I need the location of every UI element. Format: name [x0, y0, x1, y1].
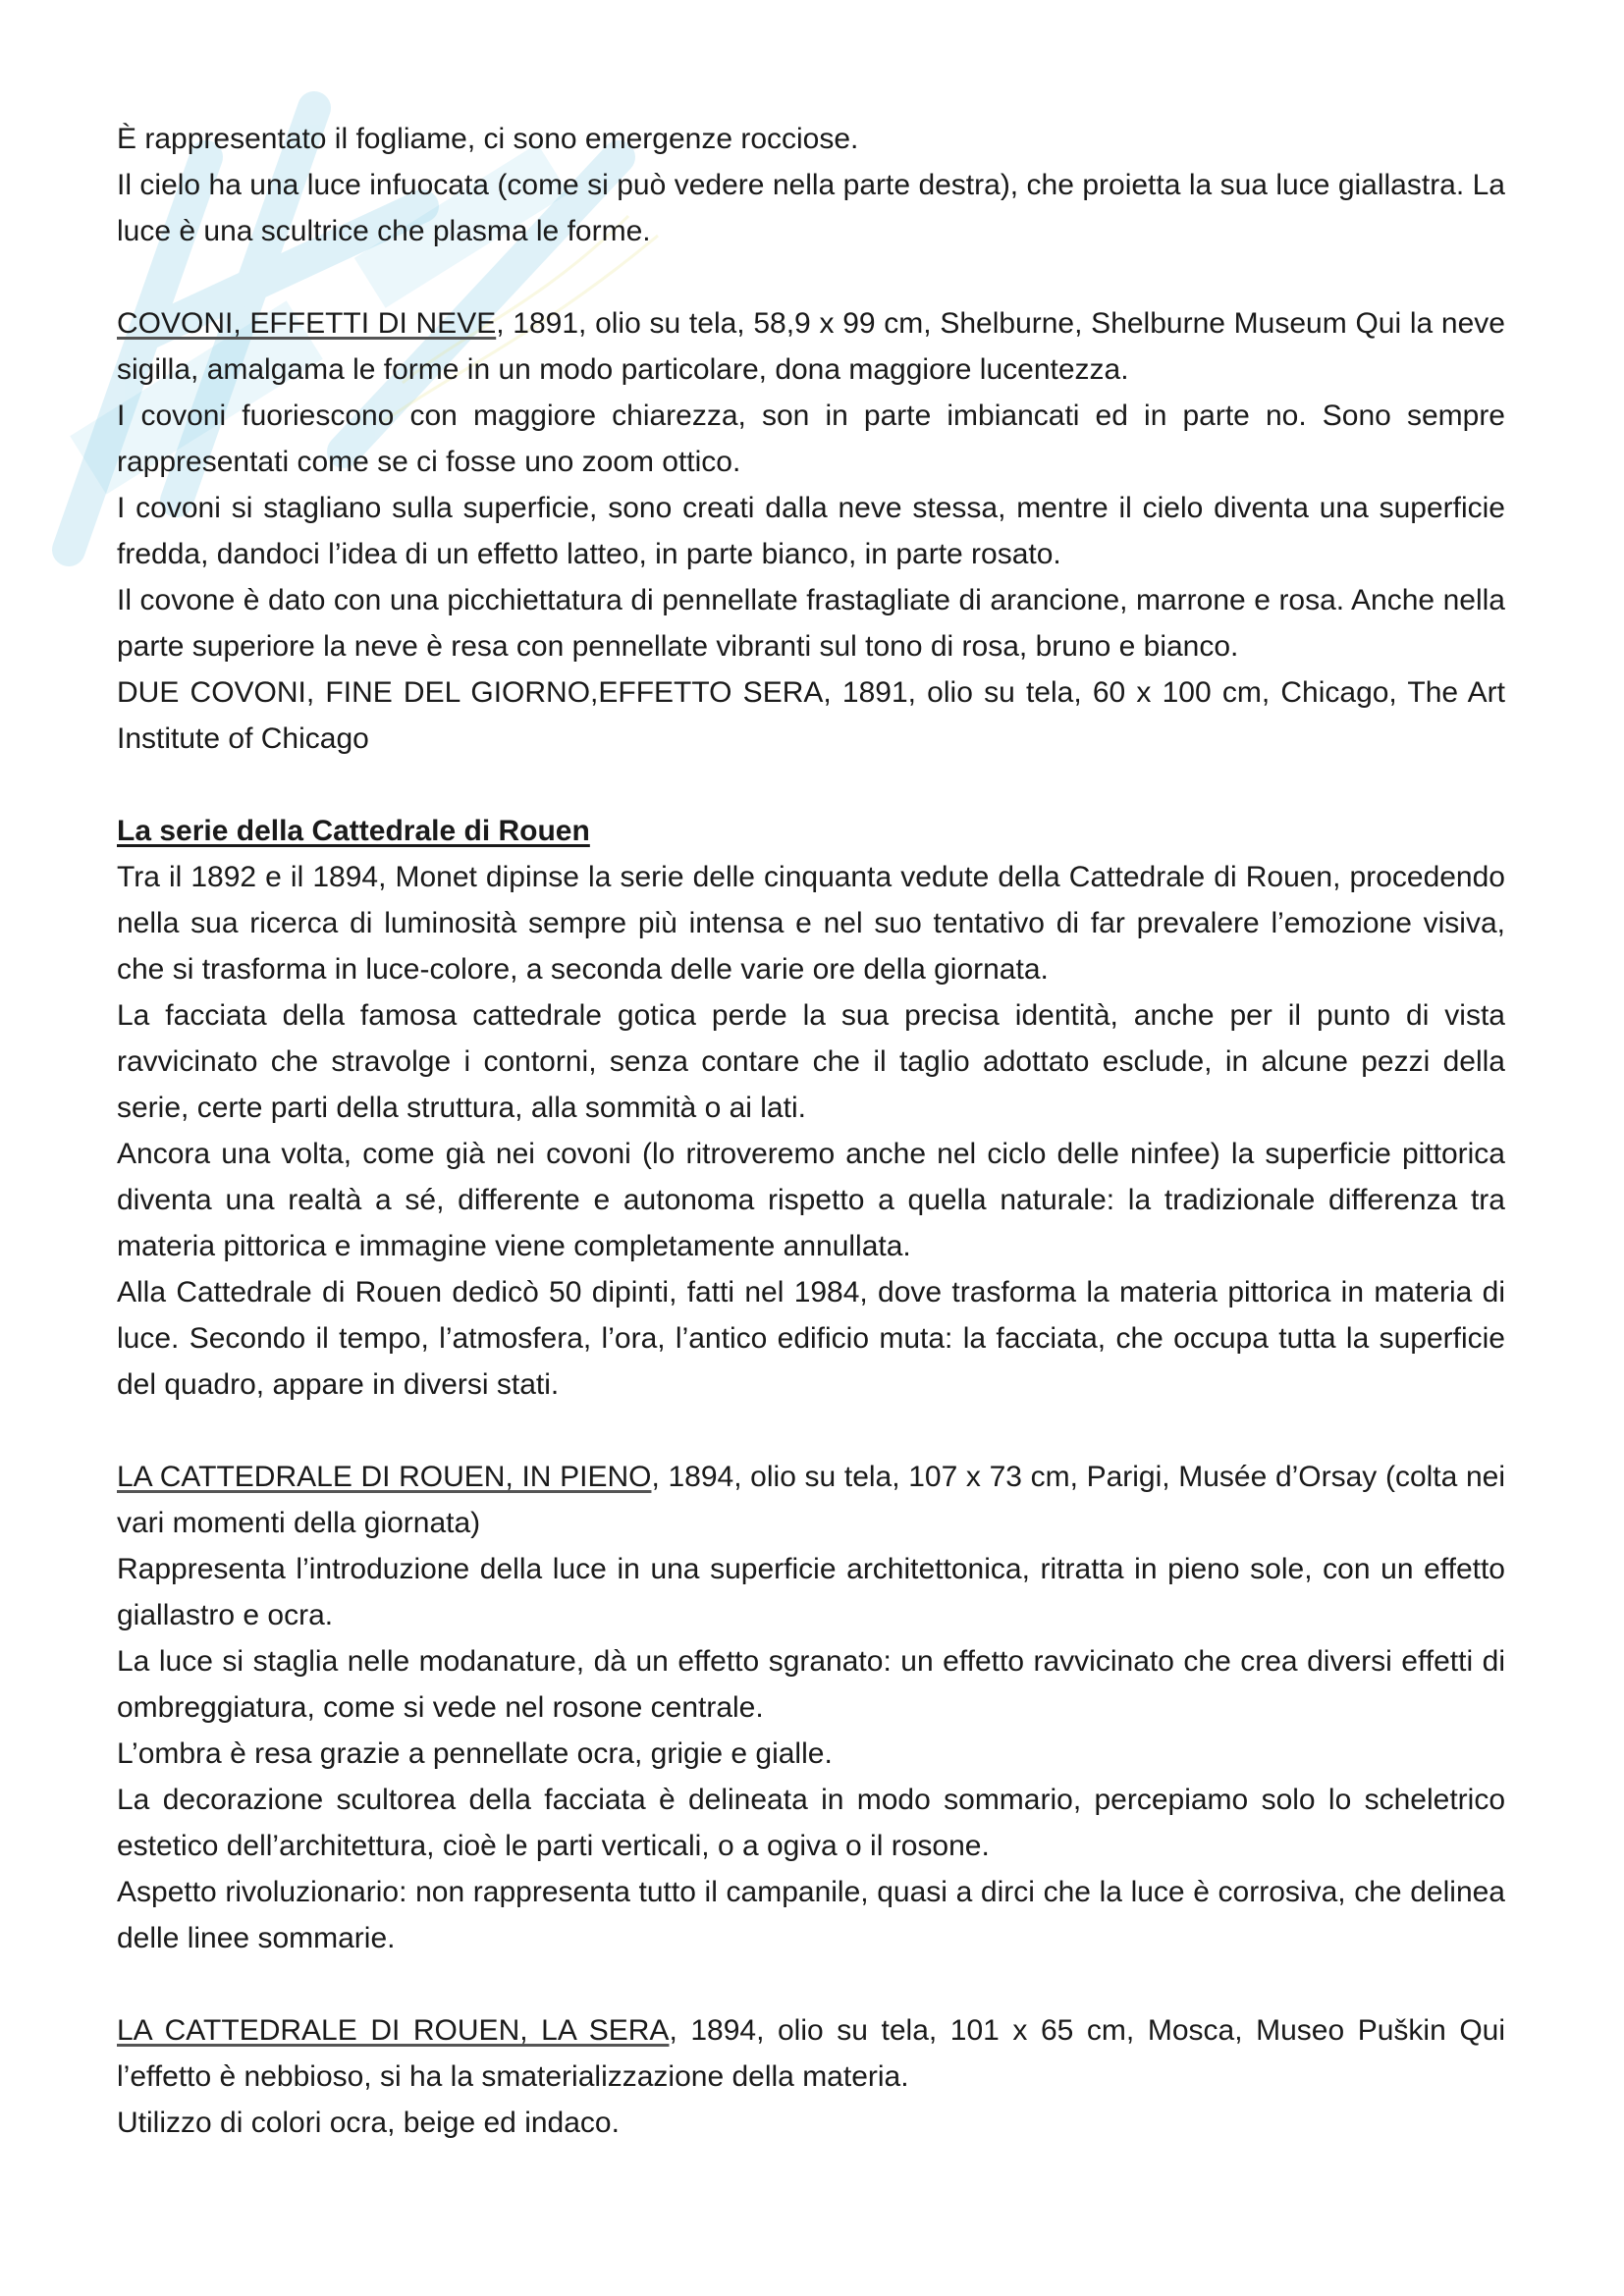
body-paragraph: La luce si staglia nelle modanature, dà un effetto sgranato: un effetto ravvicinato che crea diversi effetti di ombreggiatura, come si vede nel rosone centrale.	[117, 1645, 1505, 1724]
artwork-entry	[117, 2007, 1505, 2100]
artwork-details: , 1894, olio su tela, 107 x 73 cm, Parigi, Musée d’Orsay (colta nei vari momenti della giornata)	[117, 1461, 1505, 1539]
section-heading-text: La serie della Cattedrale di Rouen	[117, 815, 590, 847]
body-paragraph: La decorazione scultorea della facciata è delineata in modo sommario, percepiamo solo lo scheletrico estetico dell’architettura, cioè le parti verticali, o a ogiva o il rosone.	[117, 1784, 1505, 1862]
artwork-title: LA CATTEDRALE DI ROUEN, LA SERA	[117, 2014, 670, 2047]
body-paragraph: I covoni fuoriescono con maggiore chiarezza, son in parte imbiancati ed in parte no. Sono sempre rappresentati come se ci fosse uno zoom ottico.	[117, 400, 1505, 478]
paragraph-spacer	[117, 1408, 1505, 1454]
artwork-entry	[117, 1454, 1505, 1546]
section-heading	[117, 808, 1505, 854]
artwork-title: COVONI, EFFETTI DI NEVE	[117, 307, 497, 340]
artwork-details: , 1894, olio su tela, 101 x 65 cm, Mosca, Museo Puškin Qui l’effetto è nebbioso, si ha la smaterializzazione della materia.	[117, 2014, 1506, 2093]
body-paragraph: Tra il 1892 e il 1894, Monet dipinse la serie delle cinquanta vedute della Cattedrale di Rouen, procedendo nella sua ricerca di luminosità sempre più intensa e nel suo tentativo di far prevalere l’emozione visiva, che si trasforma in luce-colore, a seconda delle varie ore della giornata.	[117, 861, 1505, 986]
body-paragraph: Il covone è dato con una picchiettatura di pennellate frastagliate di arancione, marrone e rosa. Anche nella parte superiore la neve è resa con pennellate vibranti sul tono di rosa, bruno e bianco.	[117, 584, 1505, 663]
body-paragraph: È rappresentato il fogliame, ci sono emergenze rocciose.	[117, 123, 859, 155]
body-paragraph: Rappresenta l’introduzione della luce in una superficie architettonica, ritratta in pieno sole, con un effetto giallastro e ocra.	[117, 1553, 1505, 1631]
artwork-title: LA CATTEDRALE DI ROUEN, IN PIENO	[117, 1461, 652, 1493]
artwork-entry	[117, 300, 1505, 393]
artwork-details: , 1891, olio su tela, 58,9 x 99 cm, Shelburne, Shelburne Museum Qui la neve sigilla, amalgama le forme in un modo particolare, dona maggiore lucentezza.	[117, 307, 1505, 386]
body-paragraph: Aspetto rivoluzionario: non rappresenta tutto il campanile, quasi a dirci che la luce è corrosiva, che delinea delle linee sommarie.	[117, 1876, 1505, 1954]
document-page	[117, 116, 1505, 2146]
paragraph-spacer	[117, 1961, 1505, 2007]
body-paragraph: Ancora una volta, come già nei covoni (lo ritroveremo anche nel ciclo delle ninfee) la superficie pittorica diventa una realtà a sé, differente e autonoma rispetto a quella naturale: la tradizionale differenza tra materia pittorica e immagine viene completamente annullata.	[117, 1138, 1505, 1262]
body-paragraph: L’ombra è resa grazie a pennellate ocra, grigie e gialle.	[117, 1737, 833, 1770]
body-paragraph: La facciata della famosa cattedrale gotica perde la sua precisa identità, anche per il punto di vista ravvicinato che stravolge i contorni, senza contare che il taglio adottato esclude, in alcune pezzi della serie, certe parti della struttura, alla sommità o ai lati.	[117, 999, 1505, 1124]
body-paragraph: Alla Cattedrale di Rouen dedicò 50 dipinti, fatti nel 1984, dove trasforma la materia pittorica in materia di luce. Secondo il tempo, l’atmosfera, l’ora, l’antico edificio muta: la facciata, che occupa tutta la superficie del quadro, appare in diversi stati.	[117, 1276, 1505, 1401]
body-paragraph: Il cielo ha una luce infuocata (come si può vedere nella parte destra), che proietta la sua luce giallastra. La luce è una scultrice che plasma le forme.	[117, 169, 1505, 247]
paragraph-spacer	[117, 762, 1505, 808]
body-paragraph: Utilizzo di colori ocra, beige ed indaco.	[117, 2107, 620, 2139]
body-paragraph: I covoni si stagliano sulla superficie, sono creati dalla neve stessa, mentre il cielo diventa una superficie fredda, dandoci l’idea di un effetto latteo, in parte bianco, in parte rosato.	[117, 492, 1505, 570]
body-paragraph: DUE COVONI, FINE DEL GIORNO,EFFETTO SERA, 1891, olio su tela, 60 x 100 cm, Chicago, The Art Institute of Chicago	[117, 676, 1505, 755]
paragraph-spacer	[117, 254, 1505, 300]
